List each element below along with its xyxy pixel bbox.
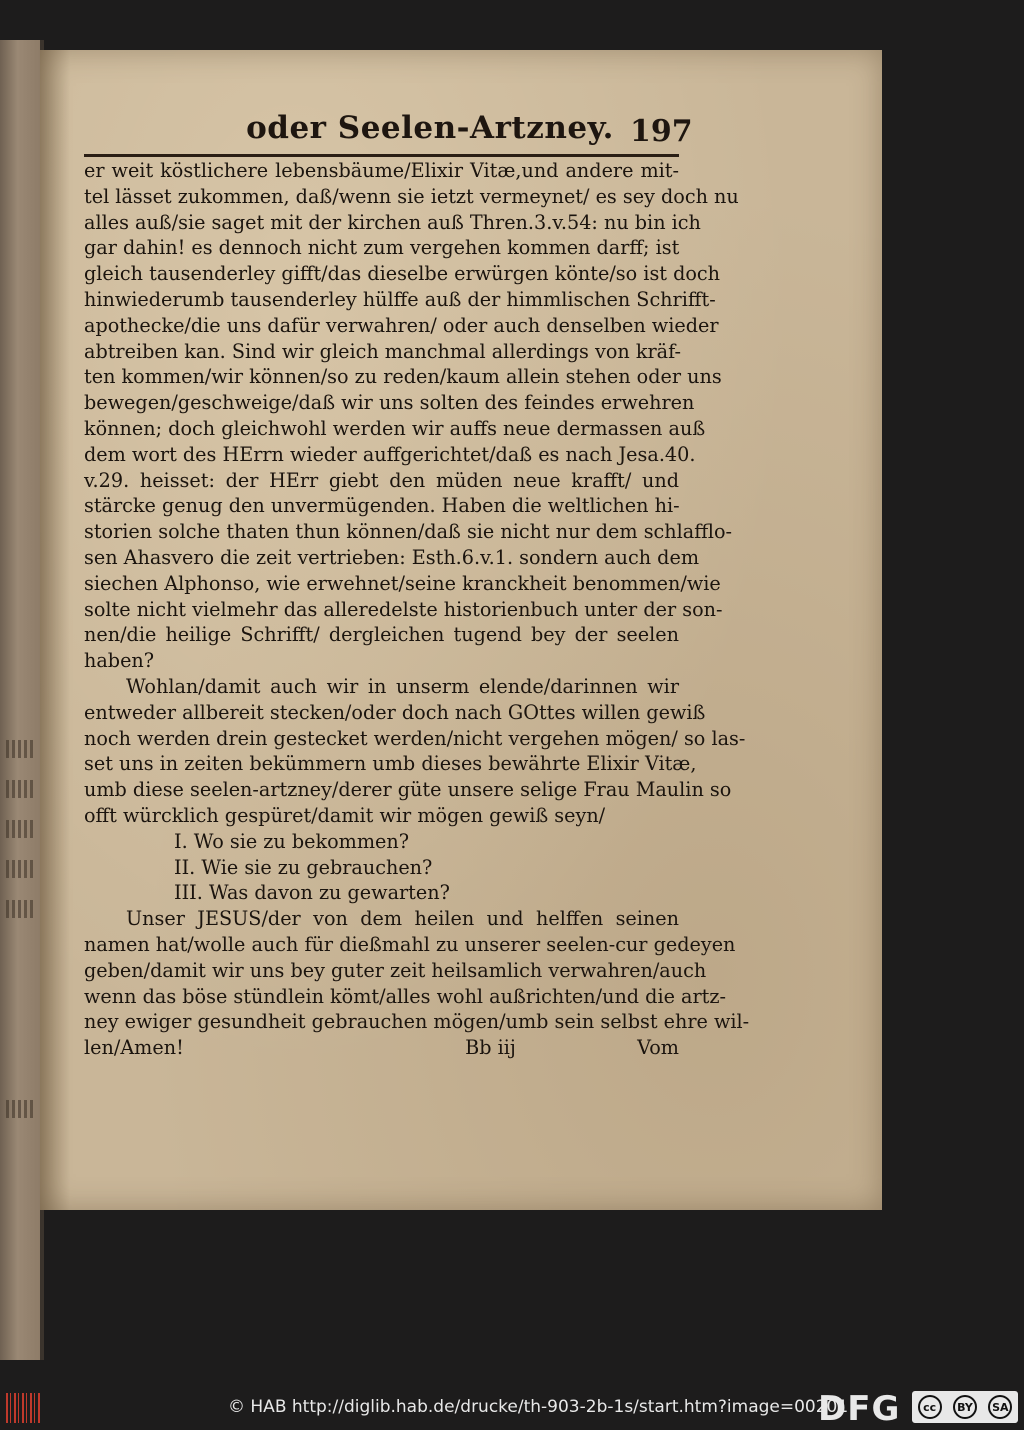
text-line: bewegen/geschweige/daß wir uns solten des feindes erwehren: [84, 391, 695, 415]
edge-marks: [6, 820, 36, 838]
text-line: haben?: [84, 649, 155, 673]
page-number: 197: [630, 114, 693, 149]
footer-bar: [0, 1385, 1024, 1430]
text-line: Unser JESUS/der von dem heilen und helffen seinen: [126, 907, 679, 931]
cc-license-badge[interactable]: [912, 1391, 1018, 1423]
text-line: gar dahin! es dennoch nicht zum vergehen kommen darff; ist: [84, 236, 680, 260]
text-line: sen Ahasvero die zeit vertrieben: Esth.6.v.1. sondern auch dem: [84, 545, 700, 569]
text-line: noch werden drein gestecket werden/nicht vergehen mögen/ so las-: [84, 726, 746, 750]
edge-marks: [6, 1100, 36, 1118]
text-line: apothecke/die uns dafür verwahren/ oder auch denselben wieder: [84, 313, 719, 337]
question-item: III. Was davon zu gewarten?: [174, 881, 450, 905]
text-line: geben/damit wir uns bey guter zeit heilsamlich verwahren/auch: [84, 958, 707, 982]
text-line: Wohlan/damit auch wir in unserm elende/darinnen wir: [126, 674, 679, 698]
by-icon: BY: [953, 1395, 977, 1419]
text-line: ten kommen/wir können/so zu reden/kaum allein stehen oder uns: [84, 365, 722, 389]
text-line: tel lässet zukommen, daß/wenn sie ietzt vermeynet/ es sey doch nu: [84, 184, 739, 208]
text-line: solte nicht vielmehr das alleredelste historienbuch unter der son-: [84, 597, 723, 621]
question-item: II. Wie sie zu gebrauchen?: [174, 855, 433, 879]
last-line: [84, 1035, 679, 1061]
text-line: set uns in zeiten bekümmern umb dieses bewährte Elixir Vitæ,: [84, 752, 697, 776]
page-body: [84, 158, 750, 1061]
text-line: umb diese seelen-artzney/derer güte unsere selige Frau Maulin so: [84, 778, 732, 802]
book-page: [40, 50, 882, 1210]
text-line: entweder allbereit stecken/oder doch nach GOttes willen gewiß: [84, 700, 706, 724]
barcode-icon: [6, 1393, 40, 1423]
text-line: hinwiederumb tausenderley hülffe auß der himmlischen Schrifft-: [84, 287, 716, 311]
edge-marks: [6, 900, 36, 918]
text-line: gleich tausenderley gifft/das dieselbe erwürgen könte/so ist doch: [84, 262, 721, 286]
text-line: können; doch gleichwohl werden wir auffs neue dermassen auß: [84, 416, 706, 440]
text-line: storien solche thaten thun können/daß sie nicht nur dem schlafflo-: [84, 520, 733, 544]
text-line: er weit köstlichere lebensbäume/Elixir Vitæ,und andere mit-: [84, 159, 679, 182]
running-head: oder Seelen-Artzney.: [246, 110, 614, 146]
dfg-logo[interactable]: DFG: [818, 1389, 901, 1429]
final-text: len/Amen!: [84, 1036, 184, 1060]
text-line: namen hat/wolle auch für dießmahl zu unserer seelen-cur gedeyen: [84, 932, 736, 956]
signature-mark: Bb iij: [465, 1036, 516, 1060]
text-line: ney ewiger gesundheit gebrauchen mögen/umb sein selbst ehre wil-: [84, 1010, 750, 1034]
sa-icon: SA: [988, 1395, 1012, 1419]
text-line: stärcke genug den unvermügenden. Haben die weltlichen hi-: [84, 494, 680, 518]
text-line: wenn das böse stündlein kömt/alles wohl außrichten/und die artz-: [84, 984, 726, 1008]
edge-marks: [6, 860, 36, 878]
copyright-link[interactable]: © HAB http://diglib.hab.de/drucke/th-903-2b-1s/start.htm?image=00201: [228, 1397, 849, 1417]
text-line: offt würcklich gespüret/damit wir mögen gewiß seyn/: [84, 803, 606, 827]
question-item: I. Wo sie zu bekommen?: [174, 829, 410, 853]
catchword: Vom: [637, 1036, 679, 1060]
header-rule: [84, 154, 679, 157]
cc-icon: cc: [918, 1395, 942, 1419]
text-line: alles auß/sie saget mit der kirchen auß Thren.3.v.54: nu bin ich: [84, 210, 701, 234]
text-line: abtreiben kan. Sind wir gleich manchmal allerdings von kräf-: [84, 339, 681, 363]
edge-marks: [6, 780, 36, 798]
text-line: siechen Alphonso, wie erwehnet/seine kranckheit benommen/wie: [84, 571, 721, 595]
text-line: v.29. heisset: der HErr giebt den müden neue krafft/ und: [84, 468, 679, 492]
edge-marks: [6, 740, 36, 758]
previous-page-edge: [0, 40, 44, 1360]
text-line: nen/die heilige Schrifft/ dergleichen tugend bey der seelen: [84, 623, 679, 647]
text-line: dem wort des HErrn wieder auffgerichtet/daß es nach Jesa.40.: [84, 442, 696, 466]
